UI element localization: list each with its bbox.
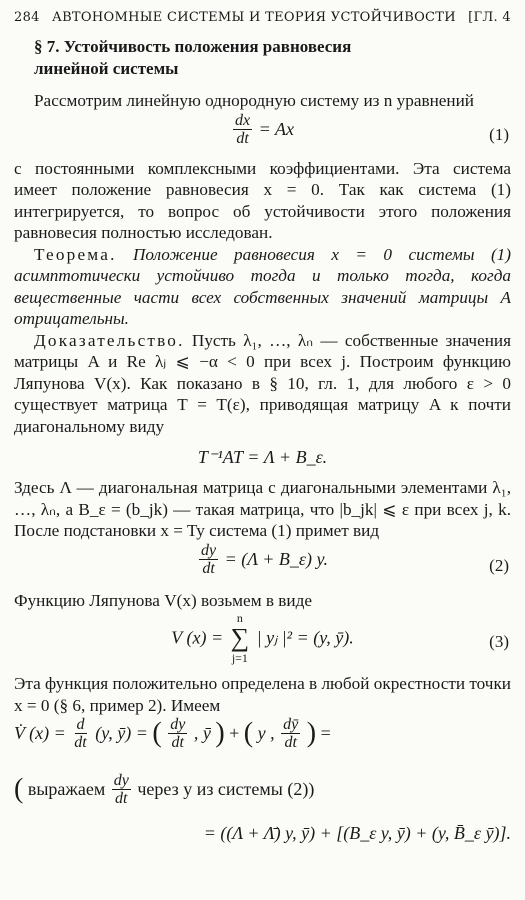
eq4-d-numerator: d [76, 716, 85, 733]
eq1-label: (1) [489, 124, 509, 144]
theorem-word: Теорема. [34, 244, 117, 264]
theorem-text: Положение равновесия x = 0 системы (1) асимптотически устойчиво тогда и только тогда, когда вещественные части всех собственных значений матрицы A отрицательны. [14, 244, 511, 328]
paragraph-4: Эта функция положительно определена в любой окрестности точки x = 0 (§ 6, пример 2). Имеем [14, 674, 511, 715]
book-page [14, 6, 511, 894]
running-title: АВТОНОМНЫЕ СИСТЕМЫ И ТЕОРИЯ УСТОЙЧИВОСТИ [51, 9, 456, 25]
eq1-numerator: dx [235, 111, 251, 129]
intro-paragraph: Рассмотрим линейную однородную систему из n уравнений [34, 91, 474, 110]
eq4-t2: , ȳ [193, 723, 211, 743]
eq2-fraction [199, 542, 218, 577]
proof-word: Доказательство. [34, 330, 185, 350]
eq4-f1-denominator: dt [171, 734, 184, 751]
eq4-t5: = [320, 723, 331, 743]
eq1-denominator: dt [236, 129, 249, 147]
section-title [34, 36, 511, 80]
eq4-t4: y , [257, 723, 275, 743]
eq4-f1-numerator: dy [170, 716, 186, 733]
equation-2 [14, 542, 511, 590]
equation-6 [14, 818, 511, 848]
eq4-f1-fraction [168, 716, 187, 751]
sum-lower-limit: j=1 [231, 651, 248, 665]
eq5-denominator: dt [115, 790, 128, 807]
section-title-line2: линейной системы [34, 59, 179, 78]
equation-3 [14, 611, 511, 673]
eq4-d-fraction [72, 716, 88, 751]
sum-symbol: n ∑ j=1 [230, 611, 250, 665]
eq5-fraction [112, 772, 131, 807]
paragraph-3: Функцию Ляпунова V(x) возьмем в виде [14, 590, 312, 610]
eq2-rhs: = (Λ + B_ε) y. [224, 548, 329, 569]
eq4-t1: (y, ȳ) = [95, 723, 148, 743]
eq5-post: через y из системы (2)) [137, 779, 315, 799]
page-number: 284 [14, 9, 40, 25]
eq3-lhs: V (x) = [171, 627, 224, 648]
eq4-t3: + [229, 723, 240, 743]
eq4-lhs: V̇ (x) = [14, 723, 66, 743]
equation-4: V̇ (x) = $\frac{d}{dt}$ (y, ȳ) = ( $\frac{dy}{dt}$ , ȳ ) + ( y , $\frac{dȳ}{dt}$ ) = [14, 716, 331, 751]
running-header [14, 6, 511, 28]
eq3-label: (3) [489, 632, 509, 651]
eq5-pre: выражаем [27, 779, 106, 799]
equation-5: ( выражаем $\frac{dy}{dt}$ через y из системы (2)) [14, 772, 315, 807]
eq4-f2-denominator: dt [284, 734, 297, 751]
eq6-text: = ((Λ + Λ̄) y, ȳ) + [(B_ε y, ȳ) + (y, B̄_ε ȳ)]. [203, 823, 511, 843]
chapter-ref: [ГЛ. 4 [468, 9, 511, 25]
eq5-numerator: dy [113, 772, 129, 789]
eq4-f2-numerator: dȳ [283, 716, 299, 733]
eq2-label: (2) [489, 555, 509, 575]
eq4-d-denominator: dt [74, 734, 87, 751]
eq1-rhs: = Ax [258, 118, 294, 139]
proof-paragraph [14, 330, 511, 438]
eq4-f2-fraction [281, 716, 300, 751]
eq1-fraction [233, 112, 252, 147]
eq3-rhs: | yⱼ |² = (y, ȳ). [256, 627, 354, 648]
eq2-numerator: dy [200, 541, 217, 559]
sum-upper-limit: n [236, 611, 243, 625]
equation-diag [14, 437, 511, 477]
eq-diag-text: T⁻¹AT = Λ + B_ε. [197, 447, 328, 467]
paragraph-1: с постоянными комплексными коэффициентами. Эта система имеет положение равновесия x = 0. Так как система (1) интегрируется, то вопрос об устойчивости этого положения равновесия полностью исследован. [14, 158, 511, 242]
equation-1 [14, 112, 511, 158]
proof-text: Пусть λ₁, …, λₙ — собственные значения матрицы A и Re λⱼ ⩽ −α < 0 при всех j. Построим функцию Ляпунова V(x). Как показано в § 10, гл. 1, для любого ε > 0 существует матрица T = T(ε), приводящая матрицу A к почти диагональному виду [14, 330, 511, 436]
paragraph-2: Здесь Λ — диагональная матрица с диагональными элементами λ₁, …, λₙ, а B_ε = (b_jk) — такая матрица, что |b_jk| ⩽ ε при всех j, k. После подстановки x = Ty система (1) примет вид [14, 478, 511, 540]
theorem-paragraph [14, 244, 511, 330]
eq2-denominator: dt [202, 559, 215, 577]
section-title-line1: § 7. Устойчивость положения равновесия [34, 37, 352, 56]
